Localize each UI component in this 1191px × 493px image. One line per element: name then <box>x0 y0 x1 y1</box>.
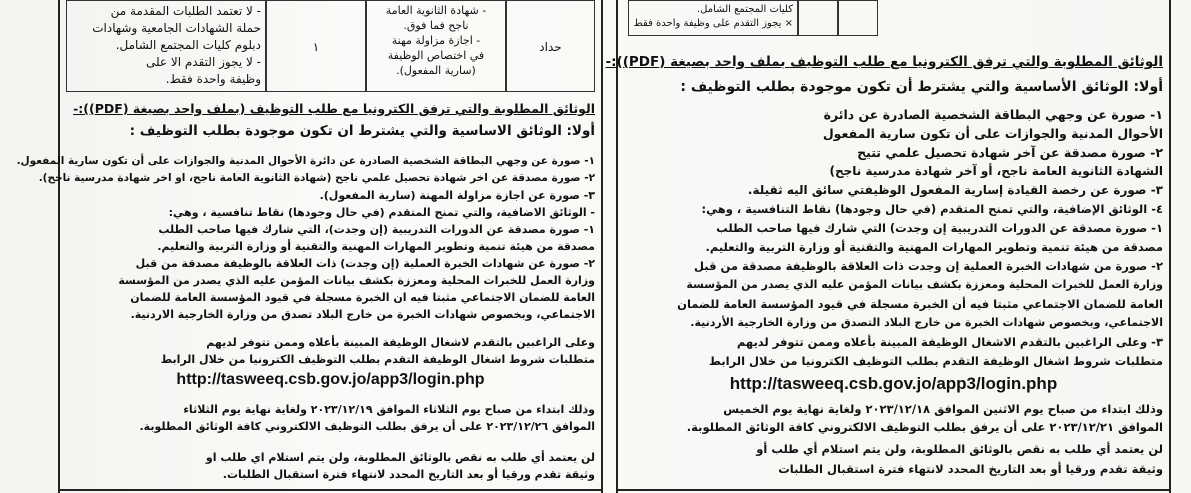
body-line: ١- صورة عن وجهي البطاقة الشخصية الصادرة عن دائرة <box>823 107 1163 122</box>
empty-cell <box>838 0 878 36</box>
body-line: ٢- صورة عن شهادات الخبرة العملية (إن وجدت) ذات العلاقة بالوظيفة مصدقة من قبل <box>135 257 595 270</box>
body-line: متطلبات شروط اشغال الوظيفة التقدم بطلب التوظيف الكترونيا من خلال الرابط <box>709 354 1163 368</box>
closing-line: وثيقة تقدم ورقيا أو بعد التاريخ المحدد لانتهاء فترة استقبال الطلبات. <box>222 468 595 481</box>
basic-documents-subheading: أولا: الوثائق الأساسية والتي يشترط أن تكون موجودة بطلب التوظيف : <box>680 79 1163 95</box>
qual-line: (سارية المفعول). <box>396 64 476 77</box>
documents-heading: الوثائق المطلوبة والتي ترفق الكترونيا مع طلب التوظيف بملف واحد بصيغة (PDF)):- <box>605 54 1163 70</box>
body-line: مصدقة من هيئة تنمية وتطوير المهارات المهنية والتقنية أو وزارة التربية والتعليم. <box>705 240 1163 254</box>
empty-cell <box>798 0 838 36</box>
closing-line: لن يعتمد أي طلب به نقص بالوثائق المطلوبة، ولن يتم استلام أي طلب أو <box>756 442 1163 456</box>
body-line: ٢- صورة مصدقة عن آخر شهادة تحصيل علمي تتيح <box>857 145 1163 160</box>
qual-line: ناجح فما فوق. <box>403 19 469 32</box>
column-bottom-rule <box>618 489 1169 491</box>
notes-cell <box>628 0 798 36</box>
body-line: ٢- صورة من شهادات الخبرة العملية إن وجدت ذات العلاقة بالوظيفة مصدقة من قبل <box>694 259 1163 273</box>
body-line: ٣- صورة عن اجازة مزاولة المهنة (سارية المفعول). <box>319 189 595 202</box>
body-line: الاجتماعي، وبخصوص شهادات الخبرة من خارج البلاد تصدق من وزارة الخارجية الاردنية. <box>130 308 595 321</box>
body-line: ١- صورة عن وجهي البطاقة الشخصية الصادرة عن دائرة الأحوال المدنية والجوازات على أن تكون سارية المفعول. <box>16 155 595 167</box>
body-line: ٤- الوثائق الإضافية، والتي تمنح المتقدم (في حال وجودها) نقاط التنافسية ، وهي: <box>701 202 1163 216</box>
body-line: - الوثائق الاضافية، والتي تمنح المتقدم (في حال وجودها) نقاط تنافسية ، وهي: <box>168 206 595 219</box>
job-title-cell <box>506 0 595 92</box>
qual-line: في اختصاص الوظيفة <box>387 49 485 62</box>
count-cell <box>266 0 366 92</box>
body-line: ٣- صورة عن رخصة القيادة إسارية المفعول الوظيفتي سائق اليه ثقيلة. <box>747 183 1163 197</box>
column-bottom-rule <box>60 489 601 491</box>
body-line: وعلى الراغبين بالتقدم لاشغال الوظيفة المبينة بأعلاه وممن تتوفر لديهم <box>206 336 595 349</box>
notes-line: - لا تعتمد الطلبات المقدمة من <box>110 4 261 18</box>
qual-line: - اجازة مزاولة مهنة <box>391 34 481 47</box>
closing-line: وثيقة تقدم ورقيا أو بعد التاريخ المحدد لانتهاء فترة استقبال الطلبات <box>778 462 1163 476</box>
body-line: متطلبات شروط اشغال الوظيفة التقدم بطلب التوظيف الكترونيا من خلال الرابط <box>160 353 595 366</box>
qual-line: - شهادة الثانوية العامة <box>385 4 487 17</box>
body-line: العامة للضمان الاجتماعي مثبتا فيه أن الخبرة مسجلة في قيود المؤسسة العامة للضمان <box>677 297 1163 311</box>
body-line: ٢- صورة مصدقة عن اخر شهادة تحصيل علمي ناجح (شهادة الثانوية العامة ناجح، او اخر شهادة مدرسية ناجح). <box>38 172 595 184</box>
body-line: الشهادة الثانوية العامة ناجح، أو آخر شهادة مدرسية ناجح) <box>829 164 1163 178</box>
body-line: ١- صورة مصدقة عن الدورات التدريبية إن وجدت) التي شارك فيها صاحب الطلب <box>716 221 1163 235</box>
notes-line: حملة الشهادات الجامعية وشهادات <box>92 21 261 35</box>
notes-line: دبلوم كليات المجتمع الشامل. <box>115 38 261 52</box>
qualification-cell <box>366 0 506 92</box>
body-line: مصدقة من هيئة تنمية وتطوير المهارات المهنية والتقنية أو وزارة التربية والتعليم. <box>157 240 595 253</box>
date-line: وذلك ابتداء من صباح يوم الاثنين الموافق ٢٠٢٣/١٢/١٨ ولغاية نهاية يوم الخميس <box>723 402 1163 416</box>
right-announcement-column <box>605 0 1171 493</box>
notes-line: - لا يجوز التقدم الا على <box>145 55 261 69</box>
notes-line: وظيفة واحدة فقط. <box>165 72 261 86</box>
date-line: وذلك ابتداء من صباح يوم الثلاثاء الموافق ٢٠٢٣/١٢/١٩ ولغاية نهاية يوم الثلاثاء <box>183 403 595 416</box>
body-line: العامة للضمان الاجتماعي مثبتا فيه ان الخبرة مسجلة في قيود المؤسسة العامة للضمان <box>130 291 595 304</box>
job-title: حداد <box>539 40 562 54</box>
body-line: ٣- وعلى الراغبين بالتقدم الاشغال الوظيفة المبينة بأعلاه وممن تتوفر لديهم <box>736 335 1163 349</box>
body-line: الاجتماعي، وبخصوص شهادات الخبرة من خارج البلاد التصدق من وزارة الخارجية الأردنية. <box>690 316 1163 329</box>
application-link[interactable]: http://tasweeq.csb.gov.jo/app3/login.php <box>176 371 485 388</box>
body-line: وزارة العمل للخبرات المحلية ومعززة بكشف بيانات المؤمن عليه الذي يصدر من المؤسسة <box>686 278 1163 291</box>
date-line: الموافق ٢٠٢٣/١٢/٢١ على أن يرفق بطلب التوظيف الالكتروني كافة الوثائق المطلوبة. <box>686 420 1163 434</box>
notes-line: × يجوز التقدم على وظيفة واحدة فقط <box>633 18 793 29</box>
left-announcement-column <box>16 0 603 493</box>
date-line: الموافق ٢٠٢٣/١٢/٢٦ على أن يرفق بطلب التوظيف الالكتروني كافة الوثائق المطلوبة. <box>139 420 595 433</box>
notes-line: كليات المجتمع الشامل. <box>697 4 793 15</box>
documents-heading: الوثائق المطلوبة والتي ترفق الكترونيا مع طلب التوظيف (بملف واحد بصيغة (PDF)):- <box>73 101 595 116</box>
application-link[interactable]: http://tasweeq.csb.gov.jo/app3/login.php <box>729 374 1058 393</box>
closing-line: لن يعتمد أي طلب به نقص بالوثائق المطلوبة، ولن يتم استلام اي طلب او <box>205 451 595 464</box>
job-count: ١ <box>312 40 320 54</box>
body-line: الأحوال المدنية والجوازات على أن تكون سارية المفعول <box>822 126 1163 141</box>
basic-documents-subheading: أولا: الوثائق الاساسية والتي يشترط ان تكون موجودة بطلب التوظيف : <box>129 123 595 139</box>
body-line: وزارة العمل للخبرات المحلية ومعززة بكشف بيانات المؤمن عليه الذي يصدر من المؤسسة <box>118 274 595 287</box>
body-line: ١- صورة مصدقة عن الدورات التدريبية (إن وجدت)، التي شارك فيها صاحب الطلب <box>158 223 595 236</box>
notes-cell <box>66 0 266 92</box>
